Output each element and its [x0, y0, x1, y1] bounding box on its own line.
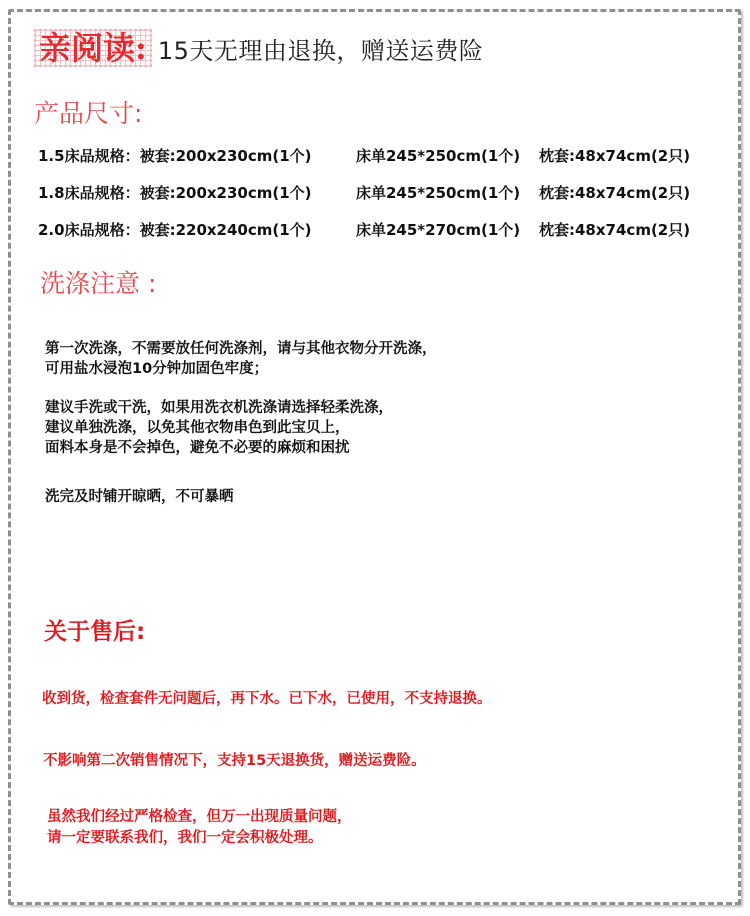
sheet-spec: 床单245*250cm(1个)	[356, 184, 521, 202]
wash-line: 第一次洗涤，不需要放任何洗涤剂，请与其他衣物分开洗涤，	[45, 341, 437, 357]
pillowcase-spec: 枕套:48x74cm(2只)	[539, 221, 691, 239]
washing-notes-heading: 洗涤注意 :	[40, 269, 157, 298]
after-sales-contact-line: 请一定要联系我们，我们一定会积极处理。	[47, 830, 323, 846]
after-sales-line-inspection: 收到货，检查套件无问题后，再下水。已下水，已使用，不支持退换。	[42, 691, 492, 707]
wash-paragraph-drying: 洗完及时铺开晾晒，不可暴晒	[45, 489, 234, 505]
brand-logo: 亲阅读:	[34, 29, 152, 67]
wash-paragraph-method	[45, 398, 393, 458]
pillowcase-spec: 枕套:48x74cm(2只)	[539, 147, 691, 165]
wash-line: 建议单独洗涤，以免其他衣物串色到此宝贝上，	[45, 420, 350, 436]
after-sales-line-contact	[47, 807, 352, 849]
wash-line: 面料本身是不会掉色，避免不必要的麻烦和困扰	[45, 440, 350, 456]
pillowcase-spec: 枕套:48x74cm(2只)	[539, 184, 691, 202]
duvet-spec: 1.5床品规格：被套:200x230cm(1个)	[38, 147, 312, 165]
duvet-spec: 2.0床品规格：被套:220x240cm(1个)	[38, 221, 312, 239]
after-sales-line-return: 不影响第二次销售情况下，支持15天退换货，赠送运费险。	[43, 753, 426, 769]
sheet-spec: 床单245*250cm(1个)	[356, 147, 521, 165]
return-policy-slogan: 15天无理由退换，赠送运费险	[157, 36, 484, 65]
after-sales-contact-line: 虽然我们经过严格检查，但万一出现质量问题，	[47, 809, 352, 825]
sheet-spec: 床单245*270cm(1个)	[356, 221, 521, 239]
title-row	[34, 28, 483, 68]
wash-paragraph-first-wash	[45, 339, 437, 379]
after-sales-heading: 关于售后:	[44, 619, 146, 645]
wash-line: 可用盐水浸泡10分钟加固色牢度；	[45, 361, 269, 377]
product-size-heading: 产品尺寸:	[34, 99, 143, 128]
wash-line: 建议手洗或干洗，如果用洗衣机洗涤请选择轻柔洗涤，	[45, 400, 393, 416]
duvet-spec: 1.8床品规格：被套:200x230cm(1个)	[38, 184, 312, 202]
